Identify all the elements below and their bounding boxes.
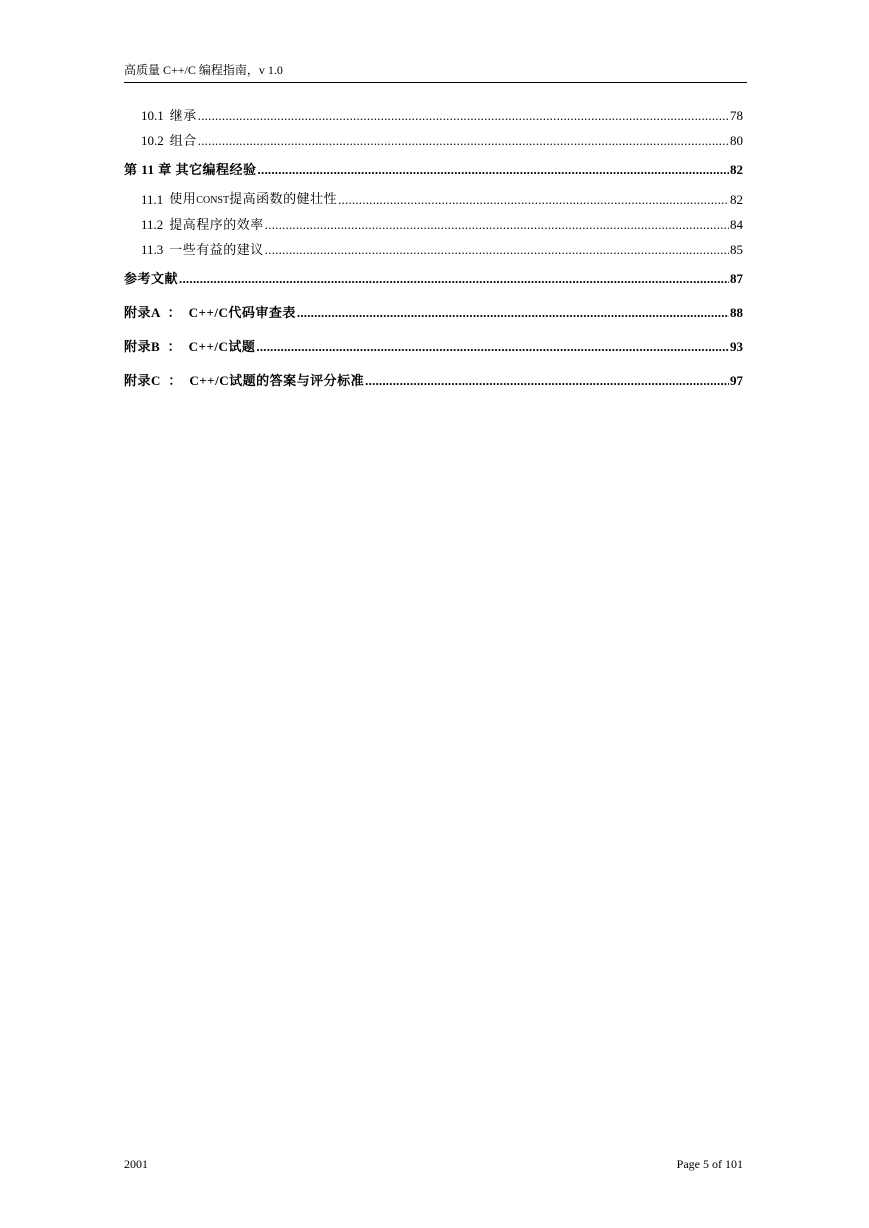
toc-entry-title: 一些有益的建议 (169, 241, 264, 257)
toc-entry-title: 提高程序的效率 (169, 216, 264, 232)
toc-entry-number: 10.2 (141, 132, 164, 148)
toc-leader-dots (179, 271, 729, 287)
toc-entry-page: 93 (730, 339, 743, 354)
toc-entry-10-2[interactable] (124, 128, 743, 153)
toc-entry-title: 第 11 章 其它编程经验 (124, 162, 257, 177)
toc-leader-dots (338, 192, 729, 208)
toc-leader-dots (265, 217, 729, 233)
toc-entry-number: 11.1 (141, 191, 164, 207)
toc-entry-title: 附录A ： C++/C代码审查表 (124, 305, 296, 320)
toc-entry-page: 78 (730, 107, 743, 123)
toc-entry-references[interactable] (124, 262, 743, 296)
toc-title-part: 提高函数的健壮性 (229, 190, 338, 206)
toc-entry-number: 11.3 (141, 241, 164, 257)
toc-title-smallcaps: CONST (196, 194, 230, 206)
toc-entry-page: 82 (730, 191, 743, 207)
toc-leader-dots (258, 162, 729, 178)
toc-entry-page: 80 (730, 132, 743, 148)
toc-entry-title: 组合 (169, 132, 197, 148)
toc-leader-dots (297, 305, 729, 321)
toc-entry-title: 附录C ： C++/C试题的答案与评分标准 (124, 373, 365, 388)
toc-entry-title: 继承 (169, 107, 197, 123)
toc-entry-page: 84 (730, 216, 743, 232)
toc-entry-page: 82 (730, 162, 743, 177)
toc-entry-appendix-a[interactable] (124, 296, 743, 330)
toc-entry-page: 85 (730, 241, 743, 257)
toc-entry-10-1[interactable] (124, 103, 743, 128)
toc-leader-dots (198, 108, 729, 124)
toc-entry-title: 参考文献 (124, 271, 179, 286)
toc-entry-11-2[interactable] (124, 212, 743, 237)
toc-entry-page: 87 (730, 271, 743, 286)
toc-title-part: 使用 (169, 190, 197, 206)
toc-entry-number: 10.1 (141, 107, 164, 123)
page-header (124, 62, 747, 83)
toc-leader-dots (265, 242, 729, 258)
toc-entry-11-1[interactable] (124, 187, 743, 212)
toc-entry-appendix-b[interactable] (124, 330, 743, 364)
toc-entry-page: 97 (730, 373, 743, 388)
toc-entry-chapter-11[interactable] (124, 153, 743, 187)
toc-entry-page: 88 (730, 305, 743, 320)
toc-leader-dots (365, 373, 729, 389)
toc-leader-dots (198, 133, 729, 149)
toc-entry-title: 附录B ： C++/C试题 (124, 339, 256, 354)
toc-entry-11-3[interactable] (124, 237, 743, 262)
footer-page-number: Page 5 of 101 (676, 1157, 743, 1171)
toc-entry-title (169, 191, 337, 209)
header-title: 高质量 C++/C 编程指南，v 1.0 (124, 63, 283, 77)
toc-entry-number: 11.2 (141, 216, 164, 232)
footer-year: 2001 (124, 1157, 148, 1171)
table-of-contents (124, 103, 743, 398)
toc-entry-appendix-c[interactable] (124, 364, 743, 398)
toc-leader-dots (256, 339, 729, 355)
